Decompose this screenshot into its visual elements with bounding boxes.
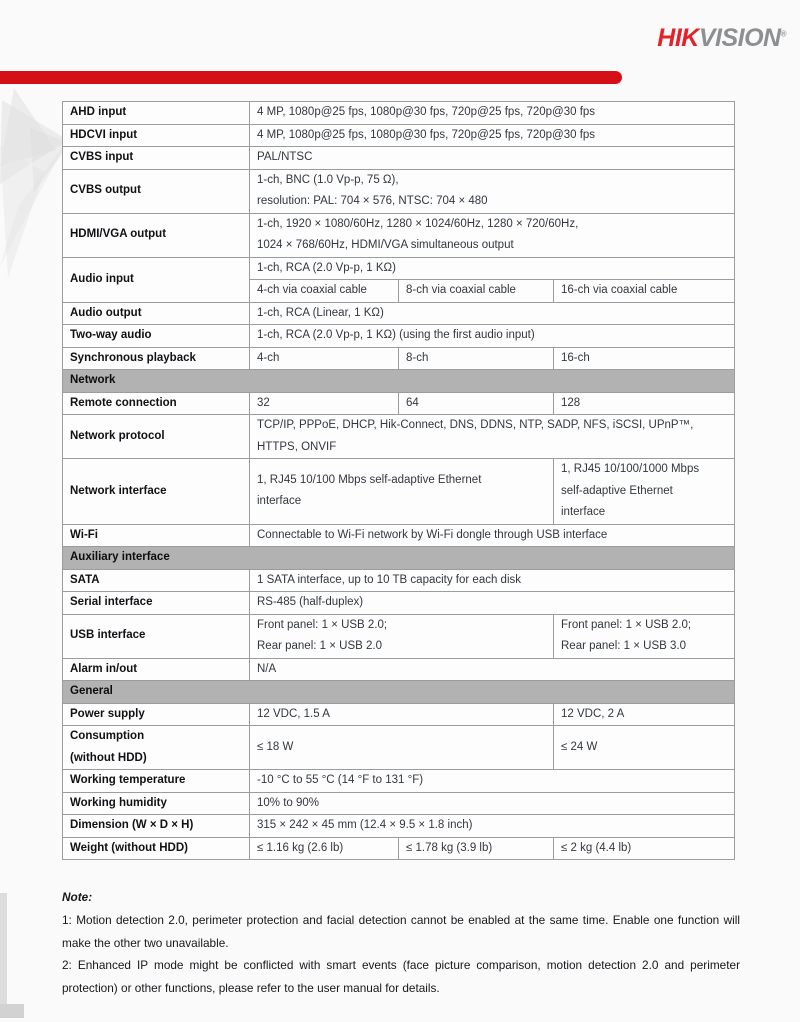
watermark-graphic — [0, 88, 70, 298]
spec-label: Two-way audio — [63, 325, 250, 348]
table-row — [63, 102, 735, 125]
spec-value: 1, RJ45 10/100 Mbps self-adaptive Ethernet interface — [250, 459, 554, 525]
spec-value: 1-ch, RCA (Linear, 1 KΩ) — [250, 302, 735, 325]
spec-label: CVBS output — [63, 169, 250, 213]
spec-value: 64 — [399, 392, 554, 415]
spec-value: 4-ch — [250, 347, 399, 370]
spec-label: SATA — [63, 569, 250, 592]
table-row — [63, 325, 735, 348]
spec-value: Front panel: 1 × USB 2.0; Rear panel: 1 × USB 2.0 — [250, 614, 554, 658]
table-row — [63, 837, 735, 860]
section-label: Auxiliary interface — [63, 547, 735, 570]
spec-value: 12 VDC, 1.5 A — [250, 703, 554, 726]
spec-value: 32 — [250, 392, 399, 415]
table-row — [63, 124, 735, 147]
spec-value: 128 — [554, 392, 735, 415]
spec-label: Alarm in/out — [63, 658, 250, 681]
table-row — [63, 415, 735, 459]
notes-section — [62, 886, 740, 999]
spec-value: 12 VDC, 2 A — [554, 703, 735, 726]
table-row — [63, 347, 735, 370]
note-title: Note: — [62, 890, 93, 904]
table-row — [63, 169, 735, 213]
spec-label: Audio input — [63, 257, 250, 302]
section-row — [63, 370, 735, 393]
spec-value: 10% to 90% — [250, 792, 735, 815]
spec-label: Wi-Fi — [63, 524, 250, 547]
note-paragraph: 2: Enhanced IP mode might be conflicted with smart events (face picture comparison, motion detection 2.0 and perimeter protection) or other functions, please refer to the user manual for details. — [62, 958, 740, 995]
spec-label: HDCVI input — [63, 124, 250, 147]
spec-value: 4-ch via coaxial cable — [250, 280, 399, 303]
table-row — [63, 726, 735, 770]
spec-label: Consumption (without HDD) — [63, 726, 250, 770]
spec-value: ≤ 18 W — [250, 726, 554, 770]
spec-label: Remote connection — [63, 392, 250, 415]
brand-red-bar — [0, 71, 622, 84]
logo-vision-text: VISION — [698, 24, 781, 52]
logo-hik-text: HIK — [657, 24, 699, 52]
spec-label: Weight (without HDD) — [63, 837, 250, 860]
spec-label: Serial interface — [63, 592, 250, 615]
note-paragraph: 1: Motion detection 2.0, perimeter protection and facial detection cannot be enabled at the same time. Enable one function will make the other two unavailable. — [62, 913, 740, 950]
spec-label: Network interface — [63, 459, 250, 525]
spec-value: 8-ch via coaxial cable — [399, 280, 554, 303]
spec-label: CVBS input — [63, 147, 250, 170]
spec-label: Audio output — [63, 302, 250, 325]
spec-label: Synchronous playback — [63, 347, 250, 370]
spec-value: -10 °C to 55 °C (14 °F to 131 °F) — [250, 770, 735, 793]
spec-value: 1-ch, RCA (2.0 Vp-p, 1 KΩ) (using the first audio input) — [250, 325, 735, 348]
table-row — [63, 592, 735, 615]
spec-label: Working humidity — [63, 792, 250, 815]
spec-label: HDMI/VGA output — [63, 213, 250, 257]
table-row — [63, 459, 735, 525]
spec-value: Connectable to Wi-Fi network by Wi-Fi dongle through USB interface — [250, 524, 735, 547]
spec-value: RS-485 (half-duplex) — [250, 592, 735, 615]
spec-value: ≤ 1.16 kg (2.6 lb) — [250, 837, 399, 860]
spec-value: TCP/IP, PPPoE, DHCP, Hik-Connect, DNS, DDNS, NTP, SADP, NFS, iSCSI, UPnP™, HTTPS, ONVIF — [250, 415, 735, 459]
table-row — [63, 770, 735, 793]
spec-label: Network protocol — [63, 415, 250, 459]
table-row — [63, 147, 735, 170]
table-row — [63, 302, 735, 325]
table-row — [63, 569, 735, 592]
spec-value: ≤ 1.78 kg (3.9 lb) — [399, 837, 554, 860]
spec-table — [62, 101, 735, 860]
spec-value: 315 × 242 × 45 mm (12.4 × 9.5 × 1.8 inch) — [250, 815, 735, 838]
page-corner-artifact — [0, 1004, 24, 1018]
section-row — [63, 547, 735, 570]
section-label: Network — [63, 370, 735, 393]
spec-label: USB interface — [63, 614, 250, 658]
table-row — [63, 815, 735, 838]
spec-value: 4 MP, 1080p@25 fps, 1080p@30 fps, 720p@25 fps, 720p@30 fps — [250, 102, 735, 125]
spec-value: N/A — [250, 658, 735, 681]
spec-value: PAL/NTSC — [250, 147, 735, 170]
spec-value: 1, RJ45 10/100/1000 Mbps self-adaptive Ethernet interface — [554, 459, 735, 525]
spec-value: 1-ch, RCA (2.0 Vp-p, 1 KΩ) — [250, 257, 735, 280]
table-row — [63, 257, 735, 280]
hikvision-logo — [657, 24, 786, 53]
registered-mark: ® — [780, 29, 786, 39]
table-row — [63, 658, 735, 681]
table-row — [63, 524, 735, 547]
table-row — [63, 213, 735, 257]
section-row — [63, 681, 735, 704]
spec-value: 1-ch, 1920 × 1080/60Hz, 1280 × 1024/60Hz, 1280 × 720/60Hz, 1024 × 768/60Hz, HDMI/VGA simultaneous output — [250, 213, 735, 257]
spec-label: Working temperature — [63, 770, 250, 793]
spec-value: 1-ch, BNC (1.0 Vp-p, 75 Ω), resolution: PAL: 704 × 576, NTSC: 704 × 480 — [250, 169, 735, 213]
spec-value: 16-ch — [554, 347, 735, 370]
spec-label: Dimension (W × D × H) — [63, 815, 250, 838]
table-row — [63, 392, 735, 415]
spec-value: 16-ch via coaxial cable — [554, 280, 735, 303]
table-row — [63, 703, 735, 726]
spec-value: ≤ 24 W — [554, 726, 735, 770]
spec-value: 1 SATA interface, up to 10 TB capacity for each disk — [250, 569, 735, 592]
section-label: General — [63, 681, 735, 704]
table-row — [63, 792, 735, 815]
spec-label: AHD input — [63, 102, 250, 125]
page-edge-artifact — [0, 893, 7, 1005]
spec-label: Power supply — [63, 703, 250, 726]
spec-value: 4 MP, 1080p@25 fps, 1080p@30 fps, 720p@25 fps, 720p@30 fps — [250, 124, 735, 147]
table-row — [63, 614, 735, 658]
spec-value: 8-ch — [399, 347, 554, 370]
spec-value: ≤ 2 kg (4.4 lb) — [554, 837, 735, 860]
spec-value: Front panel: 1 × USB 2.0; Rear panel: 1 × USB 3.0 — [554, 614, 735, 658]
